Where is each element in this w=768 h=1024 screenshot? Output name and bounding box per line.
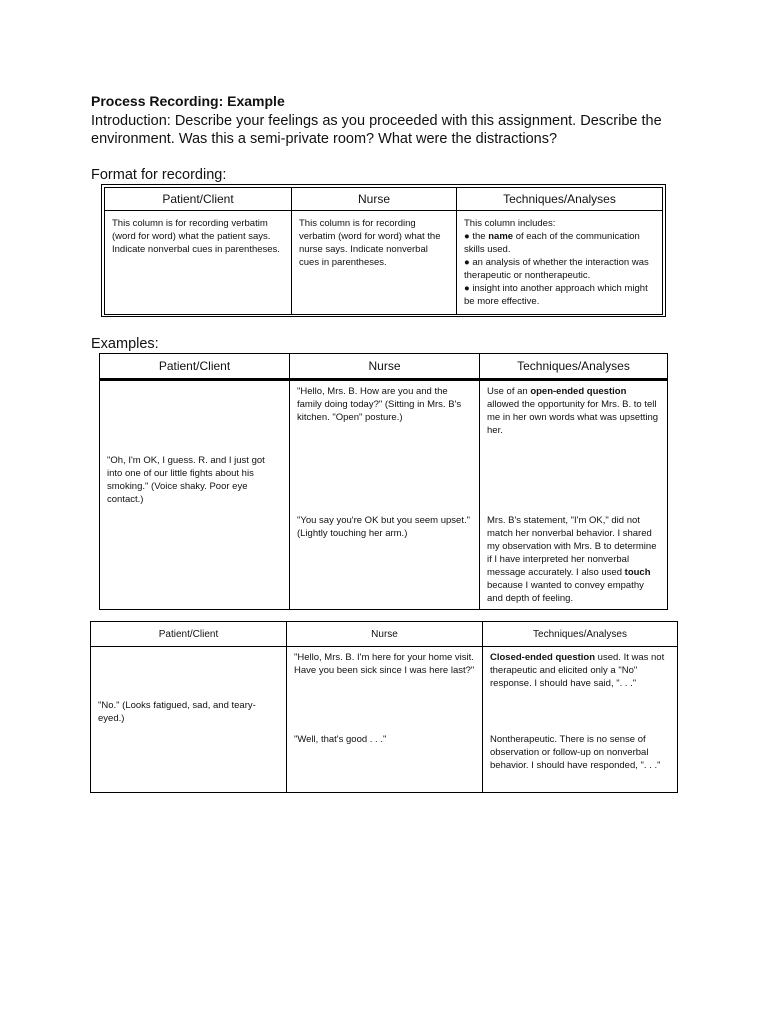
patient-cell: [100, 380, 290, 450]
patient-cell: "No." (Looks fatigued, sad, and teary-eyed.): [98, 699, 256, 724]
format-table-frame: [101, 184, 666, 317]
techniques-bullet-1: ● the name of each of the communication skills used.: [464, 231, 640, 255]
column-header-techniques: Techniques/Analyses: [483, 622, 678, 647]
examples-heading: Examples:: [91, 336, 159, 352]
format-heading: Format for recording:: [91, 167, 227, 183]
techniques-cell: Closed-ended question used. It was not therapeutic and elicited only a "No" response. I should have said, ". . .": [483, 647, 678, 695]
techniques-intro: This column includes:: [464, 218, 556, 229]
patient-cell: [91, 647, 287, 695]
column-header-techniques: Techniques/Analyses: [457, 188, 663, 211]
techniques-cell: Mrs. B's statement, "I'm OK," did not match her nonverbal behavior. I shared my observation with Mrs. B to determine if I have interpreted her nonverbal message accurately. I also used touch because I wanted to convey empathy and depth of feeling.: [480, 510, 668, 610]
example-table-1: [99, 353, 668, 610]
nurse-cell: "Hello, Mrs. B. How are you and the family doing today?" (Sitting in Mrs. B's kitchen. "Open" posture.): [290, 380, 480, 450]
format-nurse-cell: This column is for recording verbatim (word for word) what the nurse says. Indicate nonverbal cues in parentheses.: [292, 211, 457, 315]
example-table-2: [90, 621, 678, 793]
techniques-bullet-2: ● an analysis of whether the interaction was therapeutic or nontherapeutic.: [464, 257, 649, 281]
format-table: [104, 187, 663, 315]
column-header-patient: Patient/Client: [100, 354, 290, 380]
column-header-nurse: Nurse: [290, 354, 480, 380]
patient-cell: [91, 729, 287, 793]
patient-cell: [100, 510, 290, 610]
page-title: Process Recording: Example: [91, 93, 285, 109]
nurse-cell: [290, 450, 480, 510]
column-header-nurse: Nurse: [287, 622, 483, 647]
format-techniques-cell: [457, 211, 663, 315]
nurse-cell: "Hello, Mrs. B. I'm here for your home visit. Have you been sick since I was here last?": [287, 647, 483, 695]
nurse-cell: "You say you're OK but you seem upset." (Lightly touching her arm.): [290, 510, 480, 610]
format-patient-cell: This column is for recording verbatim (word for word) what the patient says. Indicate nonverbal cues in parentheses.: [105, 211, 292, 315]
column-header-techniques: Techniques/Analyses: [480, 354, 668, 380]
techniques-cell: Use of an open-ended question allowed the opportunity for Mrs. B. to tell me in her own words what was upsetting her.: [480, 380, 668, 450]
nurse-cell: "Well, that's good . . .": [287, 729, 483, 793]
techniques-cell: [483, 695, 678, 729]
column-header-patient: Patient/Client: [91, 622, 287, 647]
techniques-cell: [480, 450, 668, 510]
column-header-nurse: Nurse: [292, 188, 457, 211]
introduction-text: Introduction: Describe your feelings as you proceeded with this assignment. Describe the environment. Was this a semi-private room? What were the distractions?: [91, 113, 662, 147]
column-header-patient: Patient/Client: [105, 188, 292, 211]
techniques-cell: Nontherapeutic. There is no sense of observation or follow-up on nonverbal behavior. I should have responded, ". . .": [483, 729, 678, 793]
nurse-cell: [287, 695, 483, 729]
patient-cell: "Oh, I'm OK, I guess. R. and I just got into one of our little fights about his smoking." (Voice shaky. Poor eye contact.): [107, 454, 265, 505]
techniques-bullet-3: ● insight into another approach which might be more effective.: [464, 283, 648, 307]
